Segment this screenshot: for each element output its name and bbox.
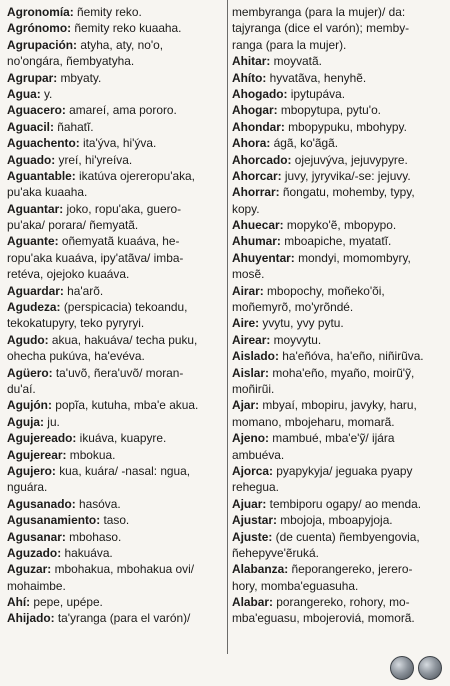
dictionary-line (232, 168, 443, 184)
definition-text: membyranga (para la mujer)/ da: (232, 5, 406, 19)
definition-text: ha'eñóva, ha'eño, niñirũva. (278, 349, 424, 364)
headword: Airar: (232, 283, 264, 298)
dictionary-line (232, 414, 443, 430)
headword: Ahuecar: (232, 218, 284, 233)
dictionary-line (232, 266, 443, 282)
definition-text: mbyaí, mbopiru, javyky, haru, (259, 398, 417, 413)
definition-text: (de cuenta) ñembyengovia, (272, 529, 420, 544)
badge-icon (418, 656, 442, 680)
headword: Ajuar: (232, 496, 267, 511)
headword: Agrupación: (7, 37, 78, 52)
dictionary-line (7, 266, 221, 282)
headword: Airear: (232, 332, 271, 347)
definition-text: retéva, ojejoko kuaáva. (7, 267, 130, 282)
page-corner-badges (390, 656, 442, 680)
definition-text: akua, hakuáva/ techa puku, (48, 332, 198, 347)
headword: Aguardar: (7, 283, 64, 298)
headword: Aguzado: (7, 545, 62, 560)
dictionary-line (232, 447, 443, 463)
headword: Agujereado: (7, 431, 77, 446)
definition-text: ropu'aka kuaáva, ipy'atãva/ imba- (7, 250, 184, 265)
dictionary-line (7, 119, 221, 135)
dictionary-line (232, 201, 443, 217)
dictionary-line (7, 397, 221, 413)
dictionary-line (232, 594, 443, 610)
definition-text: juvy, jyryvika/-se: jejuvy. (281, 168, 411, 183)
definition-text: mbohaso. (65, 529, 122, 544)
headword: Aguzar: (7, 562, 52, 577)
dictionary-line (232, 512, 443, 528)
headword: Agrónomo: (7, 21, 72, 36)
headword: Ajeno: (232, 431, 269, 446)
definition-text: ha'arõ. (63, 283, 104, 298)
dictionary-line (7, 168, 221, 184)
definition-text: moha'eño, myaño, moirũ'ỹ, (269, 365, 415, 380)
definition-text: ipytupáva. (287, 86, 345, 101)
definition-text: tajyranga (dice el varón); memby- (232, 21, 410, 36)
headword: Agusanar: (7, 529, 66, 544)
definition-text: hakuáva. (61, 545, 113, 560)
headword: Agüero: (7, 365, 53, 380)
definition-text: mba'eguasu, mbojeroviá, momorã. (232, 611, 415, 626)
definition-text: hasóva. (75, 496, 121, 511)
definition-text: ñongatu, mohemby, typy, (279, 185, 415, 200)
definition-text: ranga (para la mujer). (232, 37, 347, 52)
headword: Ahogar: (232, 103, 278, 118)
definition-text: porangereko, rohory, mo- (272, 595, 410, 610)
definition-text: ohecha pukúva, ha'evéva. (7, 349, 145, 364)
definition-text: (perspicacia) tekoandu, (60, 300, 188, 315)
dictionary-line (232, 152, 443, 168)
headword: Ahondar: (232, 119, 285, 134)
dictionary-line (232, 53, 443, 69)
dictionary-line (232, 119, 443, 135)
headword: Ahogado: (232, 86, 288, 101)
dictionary-line (7, 496, 221, 512)
dictionary-line (232, 37, 443, 53)
definition-text: hory, momba'eguasuha. (232, 578, 359, 593)
definition-text: ta'yranga (para el varón)/ (54, 611, 191, 626)
definition-text: moyvytu. (270, 332, 322, 347)
headword: Aguado: (7, 152, 56, 167)
dictionary-line (7, 102, 221, 118)
definition-text: mbokua. (66, 447, 116, 462)
definition-text: mbopochy, moñeko'õi, (263, 283, 385, 298)
headword: Ahorcado: (232, 152, 292, 167)
dictionary-line (232, 348, 443, 364)
definition-text: pepe, upépe. (30, 595, 103, 610)
dictionary-line (7, 217, 221, 233)
headword: Aguja: (7, 414, 44, 429)
dictionary-line (7, 578, 221, 594)
dictionary-line (7, 135, 221, 151)
definition-text: mbohakua, mbohakua ovi/ (51, 562, 195, 577)
dictionary-line (232, 496, 443, 512)
dictionary-line (7, 184, 221, 200)
headword: Agrupar: (7, 70, 58, 85)
definition-text: tekokatupyry, teko pyryryi. (7, 316, 145, 331)
dictionary-line (232, 250, 443, 266)
definition-text: moñirũi. (232, 381, 275, 396)
dictionary-line (232, 299, 443, 315)
definition-text: ágã, ko'ãgã. (270, 136, 339, 151)
headword: Agujón: (7, 398, 52, 413)
dictionary-line (7, 250, 221, 266)
definition-text: atyha, aty, no'o, (77, 37, 164, 52)
headword: Ahí: (7, 595, 31, 610)
definition-text: ojejuvýva, jejuvypyre. (291, 152, 408, 167)
headword: Agusanamiento: (7, 513, 101, 528)
dictionary-line (7, 594, 221, 610)
definition-text: mboapiche, myatatĩ. (280, 234, 392, 249)
dictionary-line (7, 86, 221, 102)
dictionary-line (7, 283, 221, 299)
dictionary-line (7, 463, 221, 479)
dictionary-line (7, 561, 221, 577)
dictionary-line (232, 529, 443, 545)
headword: Aguantar: (7, 201, 64, 216)
definition-text: ikatúva ojereropu'aka, (75, 168, 195, 183)
definition-text: ñemity reko kuaaha. (71, 21, 182, 36)
headword: Ahorcar: (232, 168, 282, 183)
definition-text: ñemity reko. (73, 5, 142, 19)
headword: Ahuyentar: (232, 250, 295, 265)
definition-text: ñahatĩ. (53, 119, 94, 134)
definition-text: mbojoja, mboapyjoja. (276, 513, 393, 528)
definition-text: kua, kuára/ -nasal: ngua, (55, 463, 191, 478)
headword: Ajar: (232, 398, 260, 413)
definition-text: hyvatãva, henyhẽ. (266, 70, 367, 85)
dictionary-line (232, 545, 443, 561)
headword: Aguacero: (7, 103, 66, 118)
left-column (7, 4, 221, 627)
right-column (232, 4, 443, 627)
definition-text: ñehepyve'ẽruká. (232, 545, 319, 560)
dictionary-line (232, 217, 443, 233)
definition-text: moñemyrõ, mo'yrõndé. (232, 300, 354, 315)
headword: Agudo: (7, 332, 49, 347)
definition-text: mohaimbe. (7, 578, 66, 593)
dictionary-line (232, 430, 443, 446)
headword: Agudeza: (7, 300, 61, 315)
dictionary-line (232, 184, 443, 200)
headword: Aislar: (232, 365, 270, 380)
definition-text: mambué, mba'e'ỹ/ ijára (269, 431, 395, 446)
dictionary-line (232, 315, 443, 331)
dictionary-line (7, 447, 221, 463)
headword: Aguachento: (7, 136, 80, 151)
dictionary-line (7, 20, 221, 36)
dictionary-line (232, 365, 443, 381)
definition-text: pu'aka kuaaha. (7, 185, 88, 200)
dictionary-line (7, 479, 221, 495)
dictionary-line (7, 152, 221, 168)
dictionary-line (232, 86, 443, 102)
definition-text: ikuáva, kuapyre. (76, 431, 167, 446)
headword: Ahora: (232, 136, 271, 151)
definition-text: mopyko'ẽ, mbopypo. (283, 218, 397, 233)
dictionary-line (232, 70, 443, 86)
dictionary-line (7, 4, 221, 20)
headword: Ajorca: (232, 463, 273, 478)
column-divider (227, 0, 228, 654)
headword: Alabar: (232, 595, 273, 610)
dictionary-line (232, 561, 443, 577)
headword: Ahitar: (232, 54, 271, 69)
definition-text: tembiporu ogapy/ ao menda. (266, 496, 422, 511)
dictionary-line (7, 610, 221, 626)
dictionary-line (232, 463, 443, 479)
dictionary-line (7, 315, 221, 331)
headword: Ahijado: (7, 611, 55, 626)
definition-text: taso. (100, 513, 130, 528)
headword: Alabanza: (232, 562, 289, 577)
definition-text: ta'uvõ, ñera'uvõ/ moran- (52, 365, 184, 380)
headword: Ahorrar: (232, 185, 280, 200)
definition-text: mosẽ. (232, 267, 265, 282)
dictionary-line (7, 512, 221, 528)
dictionary-line (7, 299, 221, 315)
dictionary-line (232, 578, 443, 594)
dictionary-line (7, 233, 221, 249)
definition-text: amareí, ama pororo. (65, 103, 177, 118)
dictionary-line (7, 414, 221, 430)
definition-text: kopy. (232, 201, 260, 216)
dictionary-line (232, 102, 443, 118)
definition-text: y. (40, 86, 53, 101)
headword: Agujero: (7, 463, 56, 478)
dictionary-line (232, 20, 443, 36)
definition-text: ambuéva. (232, 447, 285, 462)
definition-text: joko, ropu'aka, guero- (63, 201, 182, 216)
headword: Aguante: (7, 234, 59, 249)
dictionary-line (232, 610, 443, 626)
headword: Aire: (232, 316, 260, 331)
definition-text: nguára. (7, 480, 48, 495)
definition-text: oñemyatã kuaáva, he- (58, 234, 180, 249)
definition-text: no'ongára, ñembyatyha. (7, 54, 135, 69)
definition-text: ju. (44, 414, 60, 429)
dictionary-line (7, 381, 221, 397)
definition-text: mondyi, momombyry, (294, 250, 411, 265)
dictionary-line (232, 332, 443, 348)
definition-text: ñeporangereko, jerero- (288, 562, 413, 577)
dictionary-line (232, 479, 443, 495)
dictionary-line (7, 332, 221, 348)
headword: Agujerear: (7, 447, 67, 462)
dictionary-line (7, 53, 221, 69)
headword: Ajuste: (232, 529, 273, 544)
dictionary-line (7, 545, 221, 561)
definition-text: popĩa, kutuha, mba'e akua. (51, 398, 199, 413)
dictionary-line (7, 529, 221, 545)
headword: Agusanado: (7, 496, 76, 511)
dictionary-line (232, 283, 443, 299)
headword: Aguantable: (7, 168, 76, 183)
dictionary-line (7, 365, 221, 381)
dictionary-line (7, 37, 221, 53)
definition-text: rehegua. (232, 480, 279, 495)
headword: Aguacil: (7, 119, 54, 134)
headword: Ahíto: (232, 70, 267, 85)
definition-text: du'aí. (7, 381, 36, 396)
dictionary-line (232, 135, 443, 151)
headword: Ahumar: (232, 234, 281, 249)
headword: Agronomía: (7, 5, 74, 19)
dictionary-line (232, 4, 443, 20)
headword: Ajustar: (232, 513, 277, 528)
headword: Aislado: (232, 349, 279, 364)
definition-text: moyvatã. (270, 54, 322, 69)
definition-text: mbopypuku, mbohypy. (284, 119, 407, 134)
badge-icon (390, 656, 414, 680)
definition-text: mbyaty. (57, 70, 102, 85)
dictionary-line (7, 430, 221, 446)
definition-text: yvytu, yvy pytu. (259, 316, 344, 331)
definition-text: pu'aka/ porara/ ñemyatã. (7, 218, 139, 233)
dictionary-line (232, 233, 443, 249)
definition-text: mbopytupa, pytu'o. (277, 103, 381, 118)
dictionary-line (7, 70, 221, 86)
dictionary-line (7, 201, 221, 217)
headword: Agua: (7, 86, 41, 101)
definition-text: pyapykyja/ jeguaka pyapy (272, 463, 413, 478)
dictionary-line (7, 348, 221, 364)
definition-text: momano, mbojeharu, momarã. (232, 414, 395, 429)
definition-text: yreí, hi'yreíva. (55, 152, 133, 167)
dictionary-line (232, 381, 443, 397)
dictionary-line (232, 397, 443, 413)
definition-text: ita'ýva, hi'ýva. (79, 136, 157, 151)
